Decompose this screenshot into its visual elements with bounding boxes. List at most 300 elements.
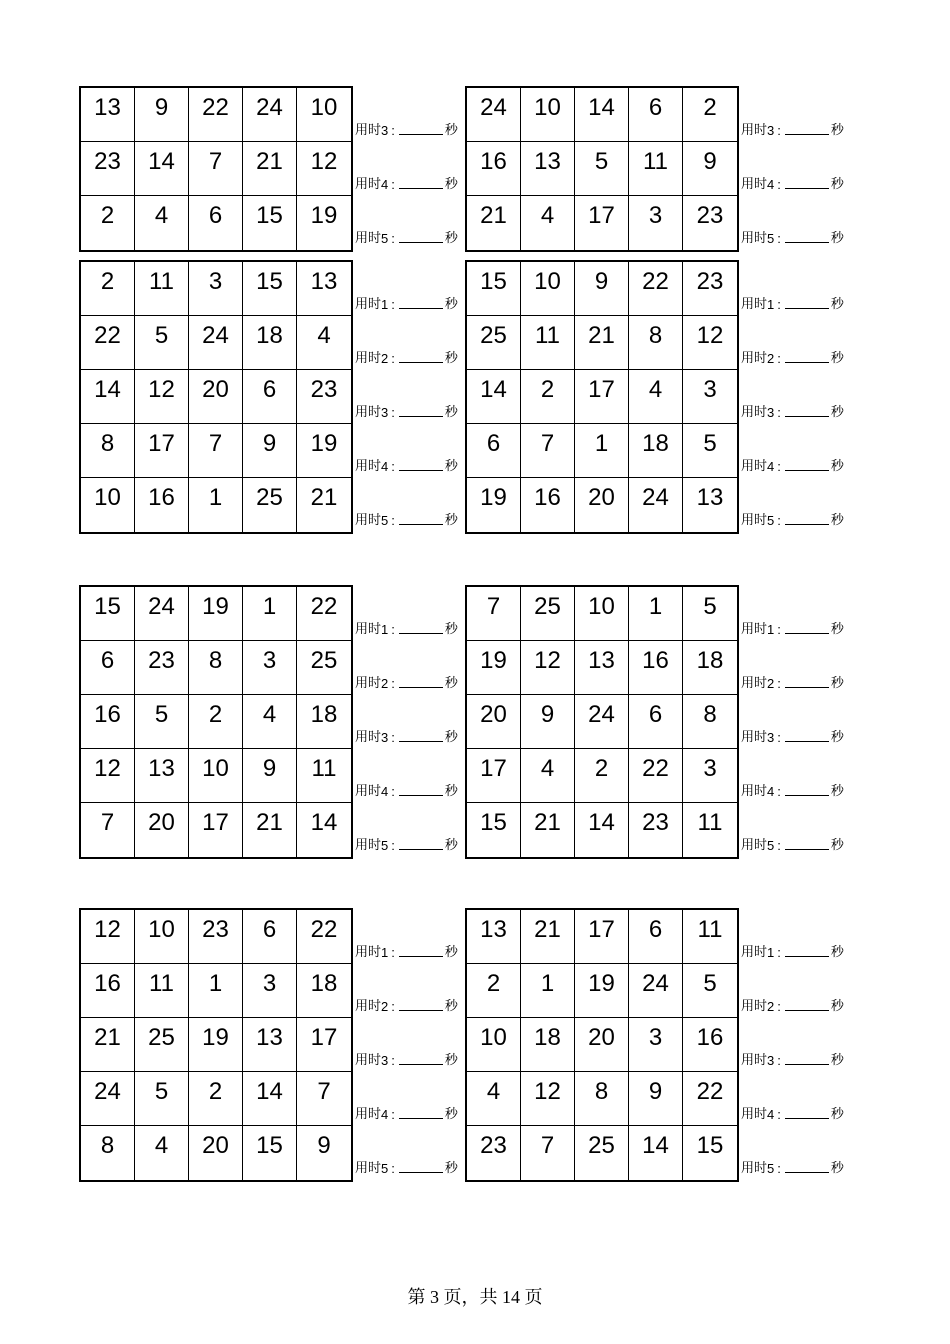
grid-cell[interactable]: 13	[521, 142, 575, 196]
timer-number: 2	[767, 351, 775, 366]
grid-cell[interactable]: 15	[467, 803, 521, 857]
grid-cell[interactable]: 12	[81, 749, 135, 803]
grid-cell[interactable]: 13	[81, 88, 135, 142]
timer-unit: 秒	[444, 350, 458, 365]
grid-cell[interactable]: 18	[521, 1018, 575, 1072]
time-entry-blank[interactable]	[785, 133, 829, 135]
time-entry-blank[interactable]	[399, 848, 443, 850]
grid-cell[interactable]: 22	[683, 1072, 737, 1126]
grid-cell[interactable]: 13	[467, 910, 521, 964]
grid-cell[interactable]: 7	[521, 424, 575, 478]
timer-field	[739, 422, 859, 476]
grid-cell[interactable]: 10	[81, 478, 135, 532]
grid-cell[interactable]: 6	[629, 695, 683, 749]
grid-cell[interactable]: 19	[189, 1018, 243, 1072]
grid-cell[interactable]: 1	[629, 587, 683, 641]
grid-cell[interactable]: 6	[243, 370, 297, 424]
grid-cell[interactable]: 23	[81, 142, 135, 196]
grid-cell[interactable]: 8	[189, 641, 243, 695]
grid-cell[interactable]: 17	[575, 910, 629, 964]
grid-cell[interactable]: 23	[135, 641, 189, 695]
grid-cell[interactable]: 11	[629, 142, 683, 196]
grid-cell[interactable]: 11	[521, 316, 575, 370]
timer-number: 3	[381, 1053, 389, 1068]
grid-cell[interactable]: 9	[629, 1072, 683, 1126]
grid-cell[interactable]: 12	[81, 910, 135, 964]
grid-cell[interactable]: 2	[575, 749, 629, 803]
grid-cell[interactable]: 3	[629, 196, 683, 250]
timer-unit: 秒	[444, 729, 458, 744]
timer-label: 用时	[355, 837, 382, 852]
timer-unit: 秒	[830, 837, 844, 852]
timer-colon: :	[391, 945, 395, 960]
time-entry-blank[interactable]	[399, 740, 443, 742]
timer-colon: :	[391, 405, 395, 420]
grid-cell[interactable]: 18	[297, 964, 351, 1018]
grid-cell[interactable]: 10	[189, 749, 243, 803]
grid-cell[interactable]: 9	[683, 142, 737, 196]
grid-cell[interactable]: 3	[189, 262, 243, 316]
time-entry-blank[interactable]	[399, 955, 443, 957]
grid-cell[interactable]: 10	[521, 262, 575, 316]
grid-cell[interactable]: 23	[683, 262, 737, 316]
grid-cell[interactable]: 18	[243, 316, 297, 370]
time-entry-blank[interactable]	[785, 848, 829, 850]
grid-cell[interactable]: 21	[467, 196, 521, 250]
grid-cell[interactable]: 24	[629, 478, 683, 532]
grid-cell[interactable]: 25	[243, 478, 297, 532]
grid-cell[interactable]: 21	[521, 803, 575, 857]
timer-number: 3	[381, 730, 389, 745]
grid-cell[interactable]: 13	[243, 1018, 297, 1072]
timer-unit: 秒	[444, 404, 458, 419]
grid-cell[interactable]: 2	[683, 88, 737, 142]
timer-label: 用时	[741, 176, 768, 191]
number-grid	[79, 585, 353, 859]
grid-cell[interactable]: 20	[189, 1126, 243, 1180]
grid-cell[interactable]: 7	[521, 1126, 575, 1180]
grid-cell[interactable]: 7	[467, 587, 521, 641]
time-entry-blank[interactable]	[399, 187, 443, 189]
time-entry-blank[interactable]	[785, 1117, 829, 1119]
grid-cell[interactable]: 17	[297, 1018, 351, 1072]
grid-cell[interactable]: 13	[575, 641, 629, 695]
time-entry-blank[interactable]	[785, 469, 829, 471]
timer-colon: :	[391, 1107, 395, 1122]
grid-cell[interactable]: 21	[243, 803, 297, 857]
grid-cell[interactable]: 11	[297, 749, 351, 803]
timer-field	[739, 314, 859, 368]
grid-cell[interactable]: 15	[81, 587, 135, 641]
timer-label: 用时	[355, 122, 382, 137]
timer-unit: 秒	[444, 783, 458, 798]
grid-cell[interactable]: 19	[297, 424, 351, 478]
timer-field	[739, 639, 859, 693]
timer-colon: :	[777, 730, 781, 745]
time-entry-blank[interactable]	[399, 1171, 443, 1173]
grid-cell[interactable]: 2	[81, 262, 135, 316]
grid-cell[interactable]: 22	[629, 749, 683, 803]
time-entry-blank[interactable]	[785, 1009, 829, 1011]
timer-colon: :	[777, 405, 781, 420]
grid-cell[interactable]: 2	[189, 695, 243, 749]
grid-cell[interactable]: 15	[467, 262, 521, 316]
grid-cell[interactable]: 22	[629, 262, 683, 316]
grid-cell[interactable]: 16	[81, 695, 135, 749]
time-entry-blank[interactable]	[785, 1171, 829, 1173]
time-entry-blank[interactable]	[399, 1009, 443, 1011]
time-entry-blank[interactable]	[399, 1063, 443, 1065]
timer-unit: 秒	[444, 512, 458, 527]
grid-cell[interactable]: 3	[629, 1018, 683, 1072]
grid-cell[interactable]: 1	[189, 964, 243, 1018]
timer-number: 2	[381, 676, 389, 691]
timer-label: 用时	[355, 944, 382, 959]
grid-cell[interactable]: 20	[467, 695, 521, 749]
grid-cell[interactable]: 11	[135, 262, 189, 316]
time-entry-blank[interactable]	[785, 1063, 829, 1065]
grid-cell[interactable]: 4	[467, 1072, 521, 1126]
timer-colon: :	[391, 1053, 395, 1068]
grid-cell[interactable]: 21	[243, 142, 297, 196]
grid-cell[interactable]: 15	[243, 262, 297, 316]
time-entry-blank[interactable]	[785, 686, 829, 688]
grid-cell[interactable]: 22	[189, 88, 243, 142]
grid-cell[interactable]: 13	[297, 262, 351, 316]
grid-cell[interactable]: 12	[521, 1072, 575, 1126]
timer-label: 用时	[741, 230, 768, 245]
timer-label: 用时	[741, 404, 768, 419]
time-entry-blank[interactable]	[785, 955, 829, 957]
grid-cell[interactable]: 9	[575, 262, 629, 316]
grid-cell[interactable]: 14	[135, 142, 189, 196]
grid-cell[interactable]: 25	[521, 587, 575, 641]
grid-cell[interactable]: 4	[521, 749, 575, 803]
grid-cell[interactable]: 12	[683, 316, 737, 370]
grid-cell[interactable]: 10	[575, 587, 629, 641]
grid-cell[interactable]: 4	[135, 1126, 189, 1180]
grid-cell[interactable]: 9	[135, 88, 189, 142]
timer-unit: 秒	[444, 1106, 458, 1121]
timer-field	[353, 194, 473, 248]
grid-cell[interactable]: 1	[189, 478, 243, 532]
timer-label: 用时	[355, 296, 382, 311]
time-entry-blank[interactable]	[399, 632, 443, 634]
timer-colon: :	[777, 1161, 781, 1176]
timer-field	[353, 476, 473, 530]
grid-cell[interactable]: 18	[297, 695, 351, 749]
grid-cell[interactable]: 23	[629, 803, 683, 857]
grid-cell[interactable]: 3	[243, 641, 297, 695]
grid-cell[interactable]: 23	[297, 370, 351, 424]
number-grid	[79, 260, 353, 534]
timer-field	[353, 1124, 473, 1178]
time-entry-blank[interactable]	[399, 415, 443, 417]
time-entry-blank[interactable]	[785, 361, 829, 363]
grid-cell[interactable]: 14	[81, 370, 135, 424]
timer-label: 用时	[355, 1052, 382, 1067]
time-entry-blank[interactable]	[399, 523, 443, 525]
timer-field	[353, 86, 473, 140]
grid-cell[interactable]: 8	[575, 1072, 629, 1126]
timer-unit: 秒	[444, 176, 458, 191]
grid-cell[interactable]: 10	[135, 910, 189, 964]
timer-colon: :	[391, 676, 395, 691]
grid-cell[interactable]: 1	[243, 587, 297, 641]
grid-cell[interactable]: 14	[575, 803, 629, 857]
timer-colon: :	[777, 513, 781, 528]
grid-cell[interactable]: 19	[575, 964, 629, 1018]
grid-cell[interactable]: 22	[81, 316, 135, 370]
grid-cell[interactable]: 18	[629, 424, 683, 478]
grid-cell[interactable]: 24	[189, 316, 243, 370]
grid-cell[interactable]: 8	[81, 1126, 135, 1180]
timer-unit: 秒	[444, 621, 458, 636]
grid-cell[interactable]: 5	[575, 142, 629, 196]
timer-unit: 秒	[830, 998, 844, 1013]
timer-label: 用时	[741, 675, 768, 690]
grid-cell[interactable]: 5	[135, 316, 189, 370]
grid-cell[interactable]: 6	[467, 424, 521, 478]
timer-colon: :	[777, 351, 781, 366]
grid-cell[interactable]: 5	[135, 695, 189, 749]
time-entry-blank[interactable]	[399, 241, 443, 243]
grid-cell[interactable]: 4	[243, 695, 297, 749]
grid-cell[interactable]: 24	[135, 587, 189, 641]
time-entry-blank[interactable]	[399, 686, 443, 688]
grid-cell[interactable]: 14	[310, 809, 338, 836]
grid-cell[interactable]: 3	[683, 370, 737, 424]
time-entry-blank[interactable]	[785, 307, 829, 309]
grid-cell[interactable]: 1	[575, 424, 629, 478]
time-entry-blank[interactable]	[399, 307, 443, 309]
grid-cell[interactable]: 16	[81, 964, 135, 1018]
grid-cell[interactable]: 17	[189, 803, 243, 857]
grid-cell[interactable]: 18	[683, 641, 737, 695]
grid-cell[interactable]: 19	[467, 478, 521, 532]
time-entry-blank[interactable]	[399, 1117, 443, 1119]
grid-cell[interactable]: 16	[135, 478, 189, 532]
timer-field	[739, 368, 859, 422]
timer-number: 1	[767, 945, 775, 960]
grid-cell[interactable]: 12	[521, 641, 575, 695]
grid-cell[interactable]: 21	[81, 1018, 135, 1072]
timer-number: 5	[381, 838, 389, 853]
time-entry-blank[interactable]	[785, 740, 829, 742]
time-entry-blank[interactable]	[785, 415, 829, 417]
grid-cell[interactable]: 3	[683, 749, 737, 803]
grid-cell[interactable]: 22	[297, 910, 351, 964]
grid-cell[interactable]: 5	[135, 1072, 189, 1126]
grid-cell[interactable]: 9	[521, 695, 575, 749]
timer-field	[739, 476, 859, 530]
grid-cell[interactable]: 19	[310, 202, 338, 229]
grid-cell[interactable]: 24	[81, 1072, 135, 1126]
grid-cell[interactable]: 11	[697, 809, 723, 836]
timer-unit: 秒	[830, 350, 844, 365]
grid-cell[interactable]: 24	[467, 88, 521, 142]
grid-cell[interactable]: 14	[629, 1126, 683, 1180]
grid-cell[interactable]: 17	[135, 424, 189, 478]
timer-number: 1	[381, 297, 389, 312]
timer-field	[353, 747, 473, 801]
grid-cell[interactable]: 15	[243, 196, 297, 250]
grid-cell[interactable]: 12	[297, 142, 351, 196]
timer-label: 用时	[741, 1160, 768, 1175]
grid-cell[interactable]: 5	[683, 587, 737, 641]
grid-cell[interactable]: 19	[189, 587, 243, 641]
grid-cell[interactable]: 10	[521, 88, 575, 142]
grid-cell[interactable]: 11	[683, 910, 737, 964]
grid-cell[interactable]: 25	[467, 316, 521, 370]
timer-label: 用时	[741, 783, 768, 798]
timer-colon: :	[391, 459, 395, 474]
grid-cell[interactable]: 7	[189, 142, 243, 196]
grid-cell[interactable]: 17	[467, 749, 521, 803]
grid-cell[interactable]: 16	[467, 142, 521, 196]
time-entry-blank[interactable]	[399, 361, 443, 363]
grid-cell[interactable]: 8	[629, 316, 683, 370]
timer-unit: 秒	[444, 1160, 458, 1175]
grid-cell[interactable]: 7	[81, 803, 135, 857]
time-entry-blank[interactable]	[399, 133, 443, 135]
grid-cell[interactable]: 23	[696, 202, 724, 229]
timer-label: 用时	[355, 621, 382, 636]
time-entry-blank[interactable]	[785, 632, 829, 634]
timer-unit: 秒	[830, 296, 844, 311]
grid-cell[interactable]: 23	[189, 910, 243, 964]
time-entry-blank[interactable]	[785, 794, 829, 796]
timer-colon: :	[391, 784, 395, 799]
timer-colon: :	[391, 622, 395, 637]
grid-cell[interactable]: 15	[696, 1132, 724, 1159]
grid-cell[interactable]: 8	[683, 695, 737, 749]
grid-cell[interactable]: 17	[575, 196, 629, 250]
number-grid	[465, 86, 739, 252]
grid-cell[interactable]: 21	[310, 484, 338, 511]
time-entry-blank[interactable]	[785, 187, 829, 189]
grid-cell[interactable]: 25	[135, 1018, 189, 1072]
grid-cell[interactable]: 13	[135, 749, 189, 803]
timer-label: 用时	[355, 783, 382, 798]
grid-cell[interactable]: 21	[521, 910, 575, 964]
grid-cell[interactable]: 25	[575, 1126, 629, 1180]
timer-field	[353, 585, 473, 639]
timer-field	[739, 693, 859, 747]
timer-unit: 秒	[830, 404, 844, 419]
grid-cell[interactable]: 13	[696, 484, 724, 511]
timer-number: 3	[767, 1053, 775, 1068]
grid-cell[interactable]: 21	[575, 316, 629, 370]
grid-cell[interactable]: 4	[297, 316, 351, 370]
grid-cell[interactable]: 11	[135, 964, 189, 1018]
timer-colon: :	[777, 177, 781, 192]
timer-unit: 秒	[830, 729, 844, 744]
grid-cell[interactable]: 2	[81, 196, 135, 250]
number-grid	[465, 260, 739, 534]
grid-cell[interactable]: 12	[135, 370, 189, 424]
grid-cell[interactable]: 7	[297, 1072, 351, 1126]
time-entry-blank[interactable]	[785, 241, 829, 243]
grid-cell[interactable]: 14	[575, 88, 629, 142]
grid-cell[interactable]: 5	[683, 964, 737, 1018]
timer-number: 5	[767, 513, 775, 528]
grid-cell[interactable]: 23	[467, 1126, 521, 1180]
timer-field	[739, 962, 859, 1016]
grid-cell[interactable]: 14	[243, 1072, 297, 1126]
grid-cell[interactable]: 1	[521, 964, 575, 1018]
grid-cell[interactable]: 24	[243, 88, 297, 142]
timer-unit: 秒	[830, 944, 844, 959]
grid-cell[interactable]: 22	[297, 587, 351, 641]
grid-cell[interactable]: 24	[629, 964, 683, 1018]
grid-cell[interactable]: 9	[317, 1132, 331, 1159]
grid-cell[interactable]: 4	[629, 370, 683, 424]
grid-cell[interactable]: 17	[575, 370, 629, 424]
time-entry-blank[interactable]	[785, 523, 829, 525]
timer-label: 用时	[355, 675, 382, 690]
timer-label: 用时	[355, 230, 382, 245]
grid-cell[interactable]: 6	[81, 641, 135, 695]
grid-cell[interactable]: 6	[629, 910, 683, 964]
timer-unit: 秒	[830, 783, 844, 798]
timer-colon: :	[777, 459, 781, 474]
grid-cell[interactable]: 14	[467, 370, 521, 424]
grid-cell[interactable]: 16	[629, 641, 683, 695]
grid-cell[interactable]: 15	[243, 1126, 297, 1180]
grid-cell[interactable]: 4	[521, 196, 575, 250]
timer-number: 2	[381, 351, 389, 366]
grid-cell[interactable]: 25	[297, 641, 351, 695]
timer-colon: :	[391, 838, 395, 853]
grid-cell[interactable]: 8	[81, 424, 135, 478]
grid-cell[interactable]: 24	[575, 695, 629, 749]
grid-cell[interactable]: 20	[575, 478, 629, 532]
grid-cell[interactable]: 20	[189, 370, 243, 424]
grid-cell[interactable]: 6	[243, 910, 297, 964]
grid-cell[interactable]: 16	[683, 1018, 737, 1072]
timer-number: 4	[767, 459, 775, 474]
grid-cell[interactable]: 9	[243, 424, 297, 478]
grid-cell[interactable]: 6	[629, 88, 683, 142]
page-footer: 第 3 页，共 14 页	[407, 1287, 543, 1307]
grid-cell[interactable]: 3	[243, 964, 297, 1018]
grid-cell[interactable]: 5	[683, 424, 737, 478]
timer-field	[739, 194, 859, 248]
timer-field	[739, 1016, 859, 1070]
grid-cell[interactable]: 16	[521, 478, 575, 532]
grid-cell[interactable]: 6	[189, 196, 243, 250]
grid-cell[interactable]: 19	[467, 641, 521, 695]
grid-cell[interactable]: 10	[297, 88, 351, 142]
grid-cell[interactable]: 2	[521, 370, 575, 424]
grid-cell[interactable]: 4	[135, 196, 189, 250]
grid-cell[interactable]: 9	[243, 749, 297, 803]
grid-cell[interactable]: 7	[189, 424, 243, 478]
grid-cell[interactable]: 20	[135, 803, 189, 857]
timer-unit: 秒	[830, 1052, 844, 1067]
time-entry-blank[interactable]	[399, 794, 443, 796]
number-grid	[465, 908, 739, 1182]
timer-unit: 秒	[830, 230, 844, 245]
grid-cell[interactable]: 20	[575, 1018, 629, 1072]
timer-label: 用时	[355, 512, 382, 527]
grid-cell[interactable]: 2	[467, 964, 521, 1018]
grid-cell[interactable]: 10	[467, 1018, 521, 1072]
time-entry-blank[interactable]	[399, 469, 443, 471]
timer-unit: 秒	[444, 296, 458, 311]
grid-cell[interactable]: 2	[189, 1072, 243, 1126]
